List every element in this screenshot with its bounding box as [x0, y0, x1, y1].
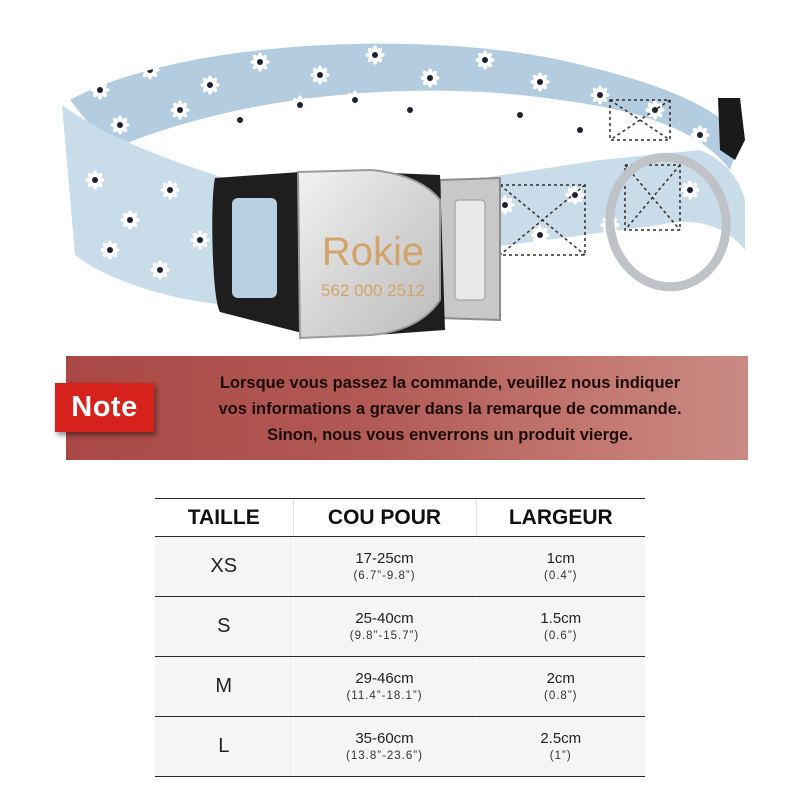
header-width: LARGEUR — [476, 499, 645, 537]
width-cell — [476, 597, 645, 657]
table-row — [155, 657, 645, 717]
width-in: (0.4”) — [544, 570, 578, 582]
neck-cell — [293, 537, 476, 597]
neck-cm: 35-60cm — [355, 730, 414, 747]
size-table — [155, 498, 645, 777]
table-row — [155, 717, 645, 777]
width-cm: 1cm — [546, 550, 575, 567]
note-message — [160, 370, 740, 448]
size-label: XS — [155, 537, 293, 597]
note-line: vos informations a graver dans la remarque de commande. — [218, 400, 682, 418]
neck-in: (6.7”-9.8”) — [353, 570, 416, 582]
neck-cell — [293, 597, 476, 657]
neck-cm: 29-46cm — [355, 670, 414, 687]
neck-in: (11.4”-18.1”) — [346, 690, 423, 702]
width-cm: 2.5cm — [540, 730, 582, 747]
width-cell — [476, 717, 645, 777]
width-cell — [476, 657, 645, 717]
width-in: (0.8”) — [544, 690, 578, 702]
dog-collar-product-image — [0, 0, 800, 350]
engraved-phone: 562 000 2512 — [321, 281, 425, 300]
size-label: S — [155, 597, 293, 657]
neck-cell — [293, 657, 476, 717]
note-tag: Note — [55, 383, 154, 432]
neck-cell — [293, 717, 476, 777]
size-label: L — [155, 717, 293, 777]
note-line: Lorsque vous passez la commande, veuillez nous indiquer — [219, 374, 681, 392]
header-size: TAILLE — [155, 499, 293, 537]
engraved-name: Rokie — [321, 230, 425, 274]
table-row — [155, 537, 645, 597]
table-header-row — [155, 499, 645, 537]
neck-in: (13.8”-23.6”) — [346, 750, 423, 762]
note-line: Sinon, nous vous enverrons un produit vierge. — [267, 426, 633, 444]
width-cm: 2cm — [546, 670, 575, 687]
width-in: (1”) — [549, 750, 572, 762]
neck-cm: 17-25cm — [355, 550, 414, 567]
neck-in: (9.8”-15.7”) — [349, 630, 420, 642]
table-row — [155, 597, 645, 657]
neck-cm: 25-40cm — [355, 610, 414, 627]
width-cell — [476, 537, 645, 597]
width-cm: 1.5cm — [540, 610, 582, 627]
band-end-clip — [718, 98, 745, 160]
header-neck: COU POUR — [293, 499, 476, 537]
size-label: M — [155, 657, 293, 717]
width-in: (0.6”) — [544, 630, 578, 642]
